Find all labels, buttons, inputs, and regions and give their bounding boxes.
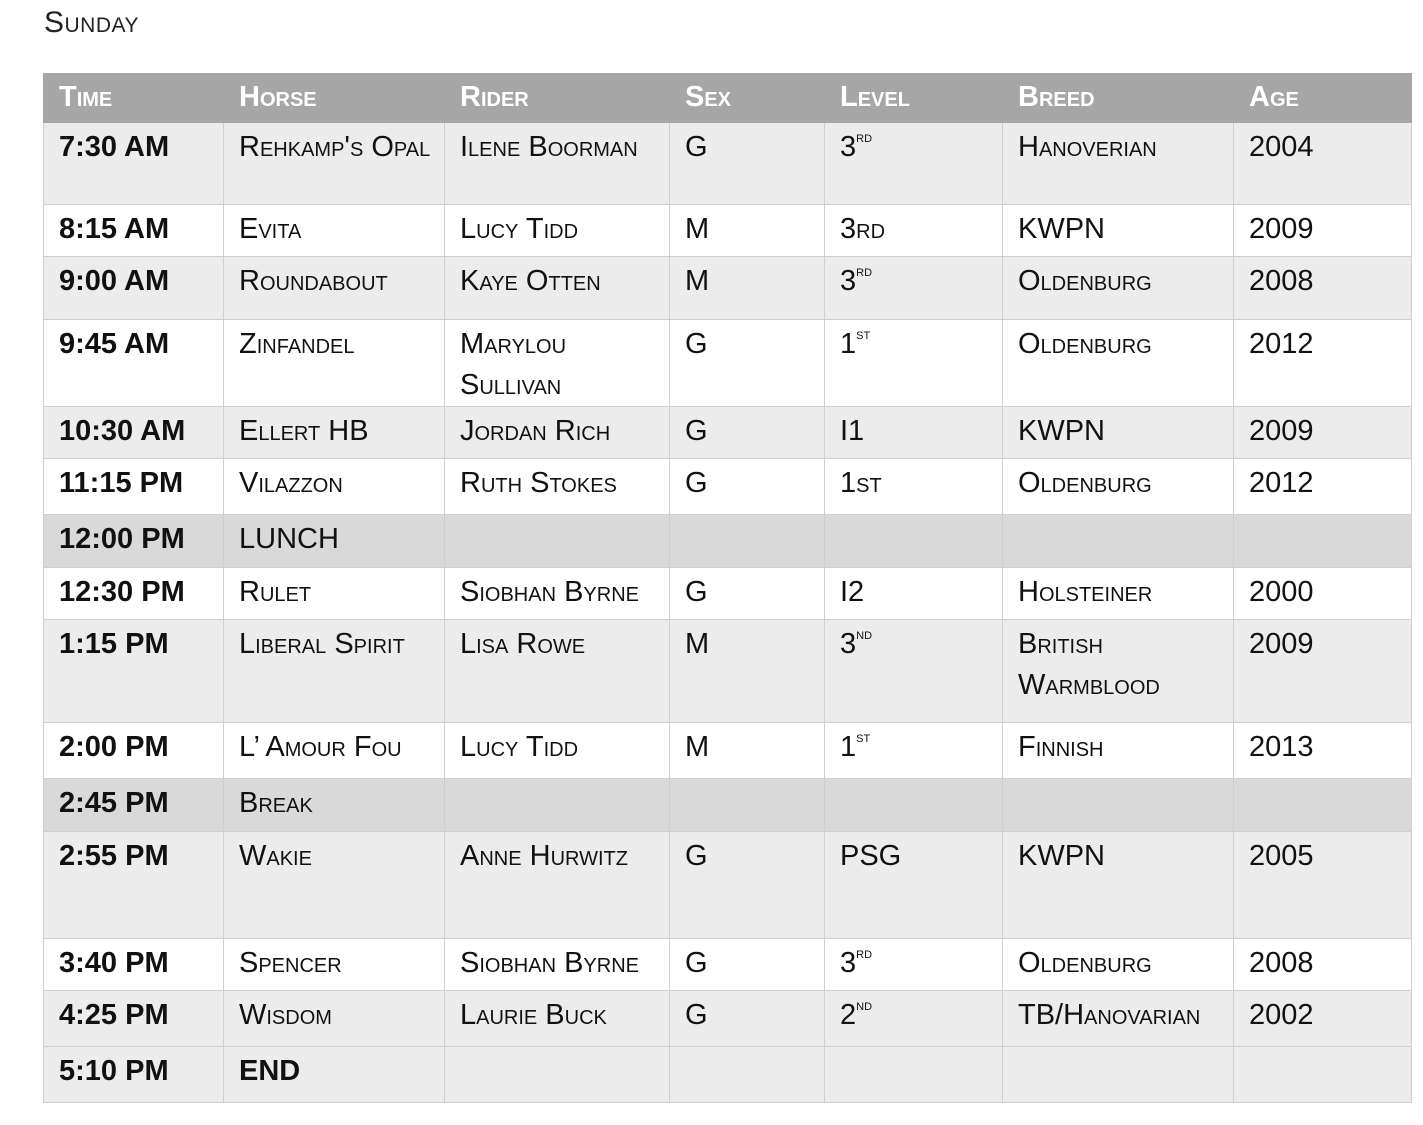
sex-cell-text: G: [685, 576, 708, 608]
level-cell: [825, 1047, 1003, 1103]
breed-cell-text: Hanoverian: [1018, 131, 1157, 163]
table-row: [44, 620, 1412, 723]
horse-cell: [224, 779, 445, 832]
sex-cell-text: M: [685, 628, 710, 660]
level-cell: [825, 320, 1003, 407]
sex-cell: [670, 568, 825, 620]
sex-cell-text: G: [685, 840, 708, 872]
table-row: [44, 515, 1412, 568]
column-header-horse: Horse: [224, 74, 445, 123]
rider-cell: [445, 939, 670, 991]
age-cell-text: 2009: [1249, 213, 1314, 245]
breed-cell: [1003, 123, 1234, 205]
age-cell-text: 2009: [1249, 628, 1314, 660]
level-cell: [825, 779, 1003, 832]
table-row: [44, 991, 1412, 1047]
rider-cell-text: Marylou Sullivan: [460, 328, 567, 401]
age-cell: [1234, 407, 1412, 459]
horse-cell-text: Vilazzon: [239, 467, 343, 499]
horse-cell: [224, 407, 445, 459]
breed-cell-text: KWPN: [1018, 213, 1105, 245]
horse-cell-text: LUNCH: [239, 523, 339, 555]
age-cell-text: 2012: [1249, 467, 1314, 499]
time-cell-text: 2:00 PM: [59, 731, 169, 763]
age-cell: [1234, 123, 1412, 205]
time-cell: [44, 123, 224, 205]
age-cell: [1234, 832, 1412, 939]
time-cell: [44, 205, 224, 257]
column-header-time: Time: [44, 74, 224, 123]
horse-cell: [224, 991, 445, 1047]
breed-cell: [1003, 939, 1234, 991]
rider-cell: [445, 320, 670, 407]
level-suffix: rd: [856, 129, 873, 146]
schedule-table: [43, 73, 1412, 1103]
table-row: [44, 1047, 1412, 1103]
age-cell-text: 2000: [1249, 576, 1314, 608]
level-suffix: nd: [856, 626, 873, 643]
age-cell: [1234, 515, 1412, 568]
level-cell: [825, 205, 1003, 257]
age-cell-text: 2008: [1249, 947, 1314, 979]
sex-cell: [670, 515, 825, 568]
age-cell: [1234, 459, 1412, 515]
sex-cell-text: G: [685, 999, 708, 1031]
level-cell-text: 3rd: [840, 213, 886, 245]
breed-cell-text: KWPN: [1018, 415, 1105, 447]
table-row: [44, 205, 1412, 257]
breed-cell-text: Holsteiner: [1018, 576, 1153, 608]
age-cell-text: 2005: [1249, 840, 1314, 872]
time-cell: [44, 723, 224, 779]
table-row: [44, 723, 1412, 779]
level-cell: [825, 723, 1003, 779]
horse-cell: [224, 1047, 445, 1103]
level-cell: [825, 257, 1003, 320]
sex-cell-text: M: [685, 265, 710, 297]
column-header-age: Age: [1234, 74, 1412, 123]
sex-cell: [670, 407, 825, 459]
age-cell: [1234, 620, 1412, 723]
breed-cell: [1003, 407, 1234, 459]
horse-cell-text: Rulet: [239, 576, 312, 608]
sex-cell: [670, 832, 825, 939]
rider-cell-text: Kaye Otten: [460, 265, 601, 297]
time-cell: [44, 1047, 224, 1103]
rider-cell: [445, 832, 670, 939]
breed-cell-text: Oldenburg: [1018, 328, 1152, 360]
horse-cell-text: Roundabout: [239, 265, 388, 297]
breed-cell: [1003, 205, 1234, 257]
level-cell-text: PSG: [840, 840, 902, 872]
time-cell-text: 2:45 PM: [59, 787, 169, 819]
sex-cell: [670, 320, 825, 407]
level-cell: [825, 459, 1003, 515]
horse-cell-text: L’ Amour Fou: [239, 731, 402, 763]
level-cell: [825, 832, 1003, 939]
age-cell-text: 2004: [1249, 131, 1314, 163]
level-cell: [825, 568, 1003, 620]
sex-cell: [670, 620, 825, 723]
table-row: [44, 832, 1412, 939]
time-cell-text: 12:00 PM: [59, 523, 185, 555]
time-cell: [44, 320, 224, 407]
time-cell-text: 11:15 PM: [59, 467, 184, 499]
time-cell: [44, 779, 224, 832]
rider-cell: [445, 568, 670, 620]
rider-cell-text: Lucy Tidd: [460, 731, 579, 763]
horse-cell-text: Rehkamp's Opal: [239, 131, 431, 163]
breed-cell-text: British Warmblood: [1018, 628, 1160, 701]
level-suffix: st: [856, 326, 871, 343]
level-suffix: rd: [856, 945, 873, 962]
rider-cell: [445, 515, 670, 568]
time-cell-text: 4:25 PM: [59, 999, 169, 1031]
breed-cell-text: Oldenburg: [1018, 265, 1152, 297]
age-cell: [1234, 568, 1412, 620]
level-cell-text: 3: [840, 265, 857, 297]
level-cell-text: I1: [840, 415, 865, 447]
sex-cell-text: G: [685, 947, 708, 979]
rider-cell-text: Ilene Boorman: [460, 131, 638, 163]
level-suffix: nd: [856, 997, 873, 1014]
sex-cell: [670, 205, 825, 257]
rider-cell: [445, 257, 670, 320]
time-cell-text: 2:55 PM: [59, 840, 169, 872]
time-cell: [44, 257, 224, 320]
level-cell-text: 3: [840, 628, 857, 660]
breed-cell: [1003, 779, 1234, 832]
age-cell: [1234, 1047, 1412, 1103]
horse-cell: [224, 123, 445, 205]
table-row: [44, 568, 1412, 620]
level-suffix: st: [856, 729, 871, 746]
sex-cell-text: M: [685, 731, 710, 763]
sex-cell: [670, 939, 825, 991]
rider-cell: [445, 620, 670, 723]
sex-cell: [670, 257, 825, 320]
rider-cell-text: Jordan Rich: [460, 415, 611, 447]
age-cell: [1234, 723, 1412, 779]
level-cell-text: 3: [840, 131, 857, 163]
horse-cell: [224, 515, 445, 568]
age-cell: [1234, 991, 1412, 1047]
time-cell: [44, 407, 224, 459]
page-title: Sunday: [44, 6, 139, 39]
time-cell: [44, 568, 224, 620]
table-row: [44, 257, 1412, 320]
rider-cell: [445, 459, 670, 515]
age-cell: [1234, 320, 1412, 407]
rider-cell-text: Laurie Buck: [460, 999, 607, 1031]
breed-cell: [1003, 1047, 1234, 1103]
horse-cell: [224, 205, 445, 257]
age-cell: [1234, 205, 1412, 257]
breed-cell: [1003, 257, 1234, 320]
age-cell-text: 2009: [1249, 415, 1314, 447]
level-cell-text: 2: [840, 999, 857, 1031]
horse-cell-text: Liberal Spirit: [239, 628, 405, 660]
table-row: [44, 779, 1412, 832]
time-cell-text: 1:15 PM: [59, 628, 169, 660]
rider-cell: [445, 205, 670, 257]
sex-cell: [670, 459, 825, 515]
time-cell: [44, 939, 224, 991]
level-cell: [825, 939, 1003, 991]
horse-cell-text: Wakie: [239, 840, 312, 872]
horse-cell-text: Zinfandel: [239, 328, 355, 360]
age-cell: [1234, 939, 1412, 991]
time-cell-text: 9:45 AM: [59, 328, 170, 360]
breed-cell: [1003, 723, 1234, 779]
breed-cell: [1003, 320, 1234, 407]
breed-cell: [1003, 459, 1234, 515]
rider-cell: [445, 723, 670, 779]
horse-cell-text: Ellert HB: [239, 415, 369, 447]
table-row: [44, 320, 1412, 407]
breed-cell-text: KWPN: [1018, 840, 1105, 872]
rider-cell-text: Siobhan Byrne: [460, 947, 639, 979]
horse-cell: [224, 620, 445, 723]
horse-cell-text: Evita: [239, 213, 302, 245]
horse-cell-text: Spencer: [239, 947, 342, 979]
sex-cell: [670, 723, 825, 779]
table-row: [44, 123, 1412, 205]
horse-cell-text: Wisdom: [239, 999, 332, 1031]
time-cell: [44, 459, 224, 515]
time-cell-text: 3:40 PM: [59, 947, 169, 979]
rider-cell: [445, 1047, 670, 1103]
sex-cell: [670, 123, 825, 205]
age-cell-text: 2012: [1249, 328, 1314, 360]
level-cell-text: 3: [840, 947, 857, 979]
rider-cell: [445, 991, 670, 1047]
time-cell-text: 12:30 PM: [59, 576, 185, 608]
breed-cell-text: TB/Hanovarian: [1018, 999, 1201, 1031]
horse-cell: [224, 723, 445, 779]
horse-cell: [224, 568, 445, 620]
sex-cell: [670, 779, 825, 832]
breed-cell: [1003, 515, 1234, 568]
breed-cell: [1003, 620, 1234, 723]
level-cell-text: 1: [840, 731, 857, 763]
header-row: [44, 74, 1412, 123]
level-cell: [825, 123, 1003, 205]
horse-cell: [224, 320, 445, 407]
sex-cell-text: M: [685, 213, 710, 245]
horse-cell: [224, 257, 445, 320]
table-row: [44, 407, 1412, 459]
table-row: [44, 459, 1412, 515]
time-cell-text: 8:15 AM: [59, 213, 170, 245]
rider-cell-text: Anne Hurwitz: [460, 840, 628, 872]
time-cell-text: 5:10 PM: [59, 1055, 169, 1087]
time-cell: [44, 991, 224, 1047]
age-cell-text: 2013: [1249, 731, 1314, 763]
age-cell: [1234, 257, 1412, 320]
age-cell-text: 2002: [1249, 999, 1314, 1031]
breed-cell-text: Oldenburg: [1018, 947, 1152, 979]
rider-cell-text: Ruth Stokes: [460, 467, 617, 499]
breed-cell: [1003, 568, 1234, 620]
time-cell: [44, 515, 224, 568]
time-cell-text: 7:30 AM: [59, 131, 170, 163]
column-header-level: Level: [825, 74, 1003, 123]
level-cell: [825, 991, 1003, 1047]
level-suffix: rd: [856, 263, 873, 280]
column-header-breed: Breed: [1003, 74, 1234, 123]
sex-cell-text: G: [685, 415, 708, 447]
horse-cell: [224, 939, 445, 991]
column-header-sex: Sex: [670, 74, 825, 123]
breed-cell: [1003, 991, 1234, 1047]
breed-cell-text: Oldenburg: [1018, 467, 1152, 499]
horse-cell: [224, 832, 445, 939]
sex-cell: [670, 1047, 825, 1103]
column-header-rider: Rider: [445, 74, 670, 123]
schedule-body: [44, 123, 1412, 1103]
level-cell-text: 1st: [840, 467, 882, 499]
horse-cell-text: END: [239, 1055, 301, 1087]
level-cell: [825, 515, 1003, 568]
breed-cell: [1003, 832, 1234, 939]
rider-cell-text: Lisa Rowe: [460, 628, 586, 660]
horse-cell: [224, 459, 445, 515]
rider-cell-text: Siobhan Byrne: [460, 576, 639, 608]
sex-cell-text: G: [685, 131, 708, 163]
breed-cell-text: Finnish: [1018, 731, 1104, 763]
time-cell-text: 9:00 AM: [59, 265, 170, 297]
horse-cell-text: Break: [239, 787, 313, 819]
level-cell: [825, 407, 1003, 459]
sex-cell-text: G: [685, 467, 708, 499]
sex-cell-text: G: [685, 328, 708, 360]
rider-cell-text: Lucy Tidd: [460, 213, 579, 245]
time-cell: [44, 832, 224, 939]
time-cell-text: 10:30 AM: [59, 415, 186, 447]
rider-cell: [445, 407, 670, 459]
time-cell: [44, 620, 224, 723]
table-row: [44, 939, 1412, 991]
age-cell-text: 2008: [1249, 265, 1314, 297]
age-cell: [1234, 779, 1412, 832]
level-cell: [825, 620, 1003, 723]
sex-cell: [670, 991, 825, 1047]
level-cell-text: 1: [840, 328, 857, 360]
level-cell-text: I2: [840, 576, 865, 608]
rider-cell: [445, 779, 670, 832]
rider-cell: [445, 123, 670, 205]
